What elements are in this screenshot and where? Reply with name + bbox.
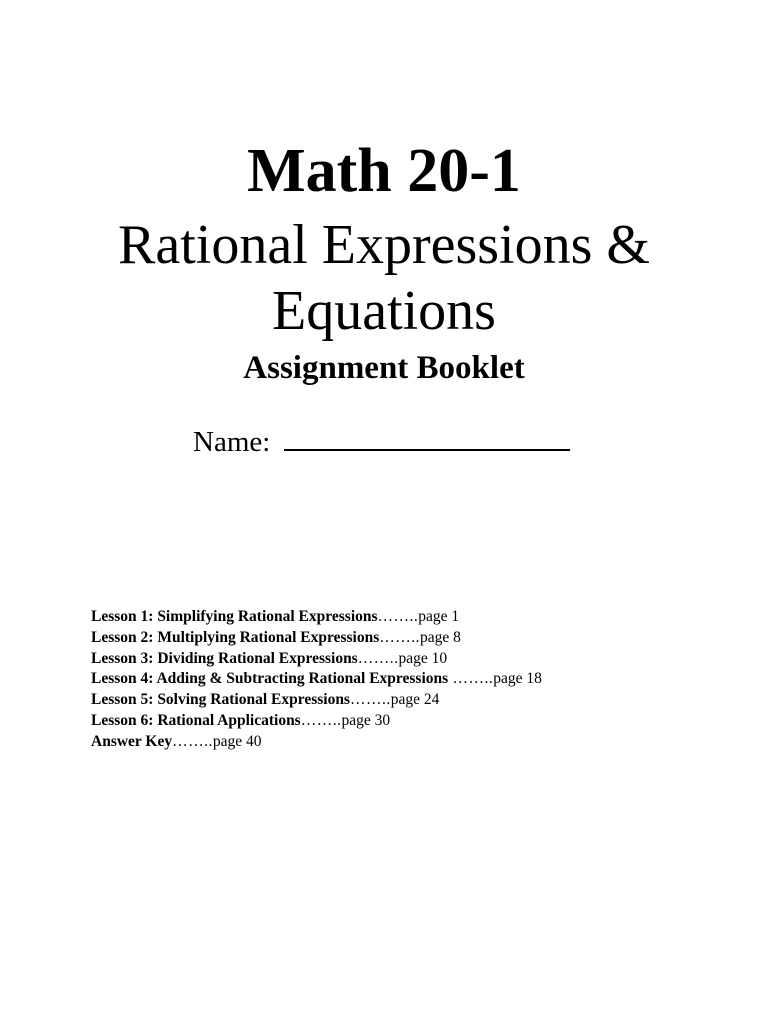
- name-label: Name:: [193, 426, 271, 458]
- toc-label: Lesson 3: Dividing Rational Expressions: [91, 649, 358, 667]
- toc-leader: ……..: [357, 649, 399, 667]
- toc-page: page 10: [398, 649, 448, 667]
- toc-item-lesson-5: [91, 690, 542, 711]
- page-title: Math 20-1: [247, 137, 521, 205]
- toc-leader: ……..: [379, 628, 420, 646]
- toc-page: page 1: [418, 608, 460, 625]
- toc-page: page 24: [390, 691, 440, 709]
- toc-page: page 18: [493, 670, 542, 688]
- page-subtitle: Rational Expressions & Equations: [118, 214, 650, 342]
- toc-label: Lesson 2: Multiplying Rational Expressions: [91, 628, 380, 646]
- toc-leader: ……..: [300, 711, 342, 729]
- toc-label: Lesson 5: Solving Rational Expressions: [91, 691, 350, 709]
- toc-item-answer-key: [91, 732, 542, 753]
- toc-item-lesson-3: [91, 649, 542, 670]
- toc-item-lesson-4: [91, 669, 542, 690]
- toc-leader: ……..: [448, 670, 494, 688]
- toc-leader: ……..: [172, 732, 213, 750]
- toc-leader: ……..: [377, 608, 419, 625]
- toc-page: page 40: [212, 732, 262, 750]
- toc-item-lesson-6: [91, 711, 542, 732]
- toc-page: page 8: [420, 628, 461, 646]
- toc-label: Lesson 1: Simplifying Rational Expressions: [91, 608, 378, 625]
- toc-item-lesson-1: [91, 607, 542, 628]
- toc-label: Lesson 4: Adding & Subtracting Rational Expressions: [91, 670, 449, 688]
- booklet-label: Assignment Booklet: [243, 350, 525, 386]
- name-blank-line[interactable]: [284, 425, 570, 451]
- toc-label: Lesson 6: Rational Applications: [91, 711, 301, 729]
- toc-label: Answer Key: [91, 732, 173, 750]
- table-of-contents: [91, 607, 542, 753]
- toc-leader: ……..: [349, 691, 391, 709]
- toc-item-lesson-2: [91, 628, 542, 649]
- toc-page: page 30: [341, 711, 391, 729]
- name-field: [193, 424, 570, 460]
